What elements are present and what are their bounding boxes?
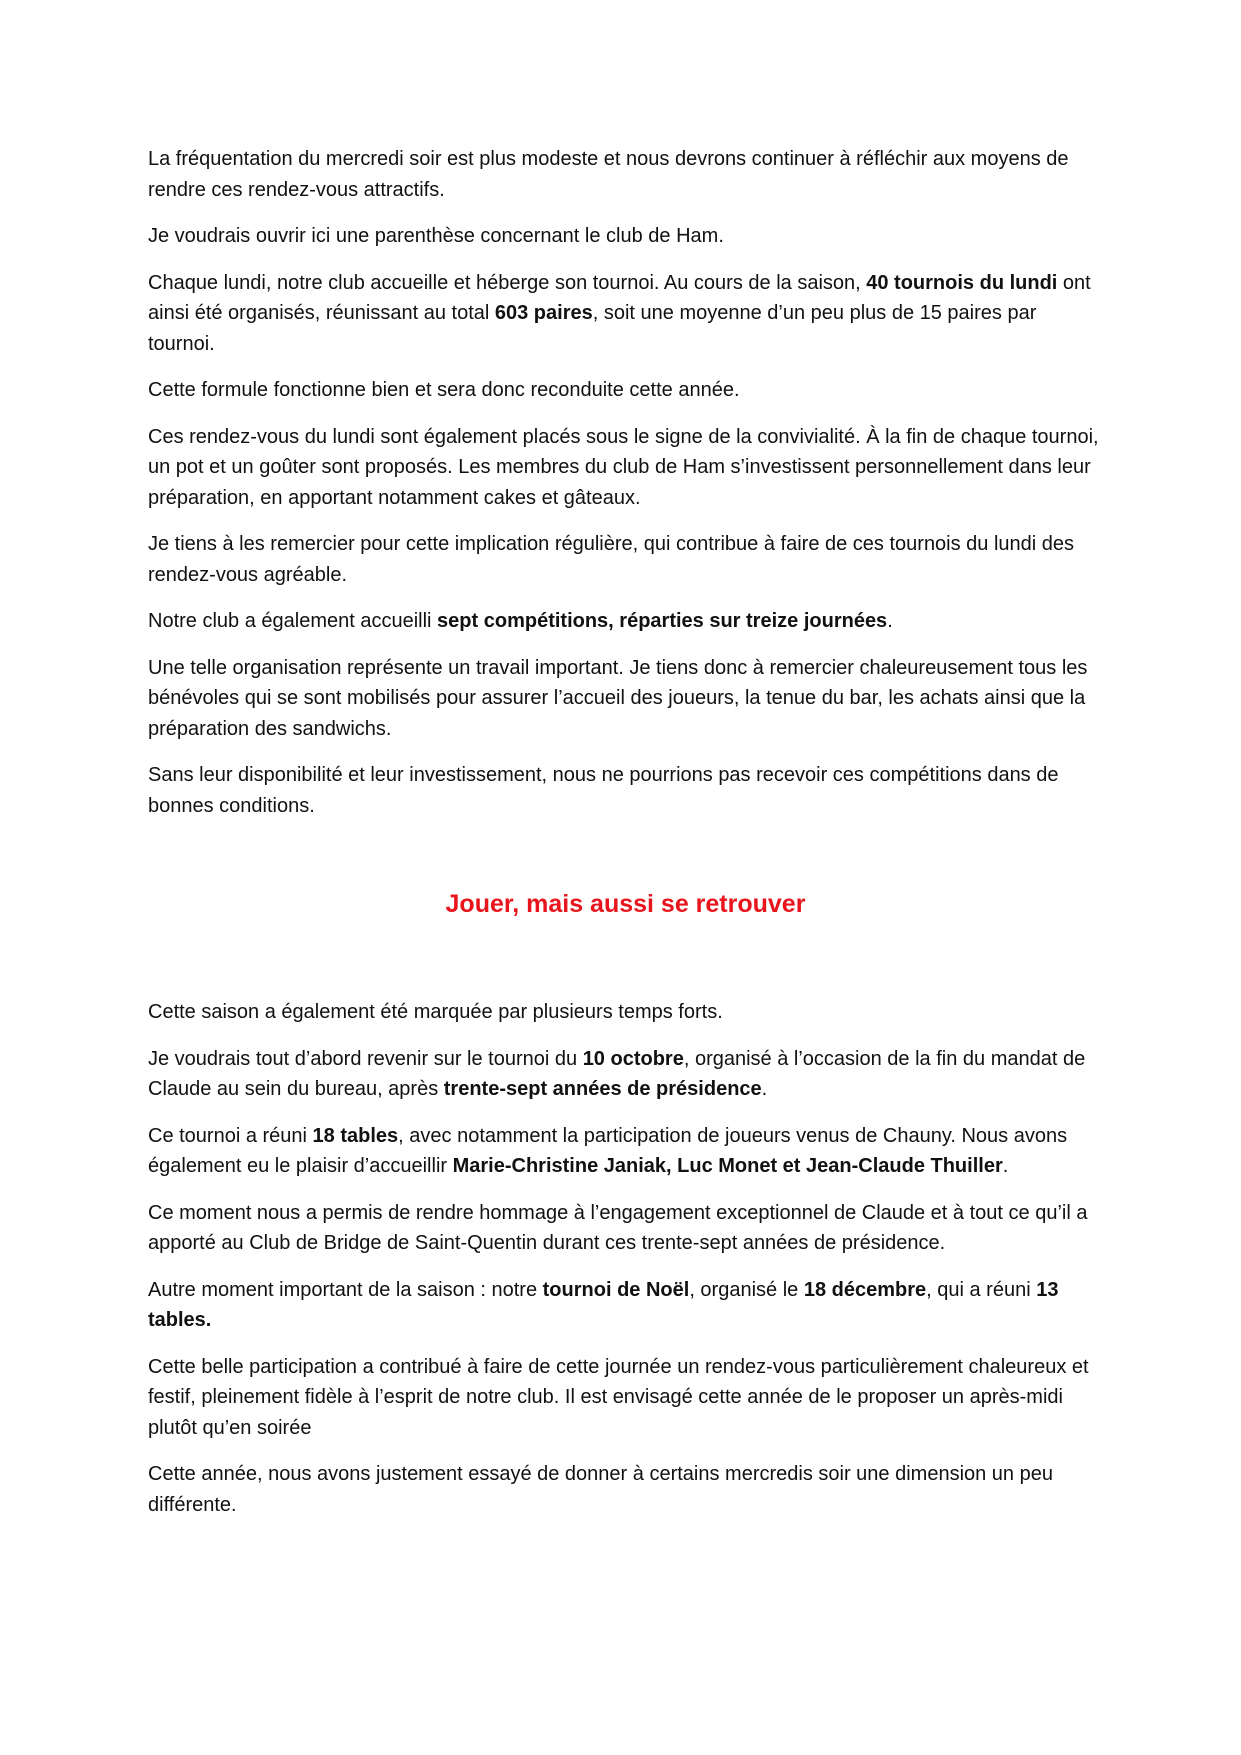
- bold-text: tournoi de Noël: [542, 1278, 690, 1301]
- document-body-upper: [148, 144, 1103, 837]
- paragraph: La fréquentation du mercredi soir est plus modeste et nous devrons continuer à réfléchir aux moyens de rendre ces rendez-vous attractifs.: [148, 148, 1069, 201]
- paragraph: [148, 268, 1103, 360]
- paragraph: Cette saison a également été marquée par plusieurs temps forts.: [148, 1001, 723, 1023]
- paragraph: Cette année, nous avons justement essayé de donner à certains mercredis soir une dimension un peu différente.: [148, 1463, 1053, 1516]
- bold-text: 18 tables: [312, 1124, 399, 1147]
- bold-text: 13 tables.: [148, 1278, 1059, 1331]
- text-run: , organisé le: [689, 1278, 804, 1301]
- bold-text: 40 tournois du lundi: [866, 271, 1058, 294]
- paragraph: Je tiens à les remercier pour cette implication régulière, qui contribue à faire de ces tournois du lundi des rendez-vous agréable.: [148, 533, 1075, 586]
- paragraph: [148, 1121, 1103, 1182]
- bold-text: 10 octobre: [582, 1047, 684, 1070]
- paragraph: [148, 1275, 1103, 1336]
- bold-text: 18 décembre: [803, 1278, 927, 1301]
- bold-text: 603 paires: [494, 302, 593, 324]
- text-run: , organisé à l’occasion de la fin du mandat de Claude au sein du bureau, après: [148, 1047, 1086, 1100]
- text-run: Chaque lundi, notre club accueille et héberge son tournoi. Au cours de la saison,: [148, 271, 867, 294]
- paragraph: Une telle organisation représente un travail important. Je tiens donc à remercier chaleureusement tous les bénévoles qui se sont mobilisés pour assurer l’accueil des joueurs, la tenue du bar, les achats ainsi que la préparation des sandwichs.: [148, 656, 1088, 740]
- section-heading: Jouer, mais aussi se retrouver: [445, 890, 806, 918]
- text-run: ont ainsi été organisés, réunissant au total: [148, 271, 1091, 324]
- paragraph: Sans leur disponibilité et leur investissement, nous ne pourrions pas recevoir ces compétitions dans de bonnes conditions.: [148, 764, 1059, 817]
- paragraph: Je voudrais ouvrir ici une parenthèse concernant le club de Ham.: [148, 225, 724, 247]
- text-run: .: [1002, 1155, 1009, 1177]
- paragraph: [148, 1044, 1103, 1105]
- text-run: , qui a réuni: [926, 1278, 1037, 1301]
- bold-text: Marie-Christine Janiak, Luc Monet et Jean-Claude Thuiller: [452, 1155, 1003, 1177]
- text-run: .: [761, 1078, 768, 1100]
- text-run: Je voudrais tout d’abord revenir sur le tournoi du: [148, 1047, 583, 1070]
- text-run: , avec notamment la participation de joueurs venus de Chauny. Nous avons également eu le plaisir d’accueillir: [148, 1124, 1068, 1177]
- text-run: , soit une moyenne d’un peu plus de 15 paires par tournoi.: [148, 302, 1037, 355]
- text-run: Autre moment important de la saison : notre: [148, 1278, 543, 1301]
- document-body-lower: [148, 997, 1103, 1536]
- bold-text: trente-sept années de présidence: [443, 1078, 762, 1100]
- text-run: Notre club a également accueilli: [148, 610, 438, 632]
- paragraph: Cette formule fonctionne bien et sera donc reconduite cette année.: [148, 379, 740, 401]
- paragraph: Ces rendez-vous du lundi sont également placés sous le signe de la convivialité. À la fin de chaque tournoi, un pot et un goûter sont proposés. Les membres du club de Ham s’investissent personnellement dans leur préparation, en apportant notamment cakes et gâteaux.: [148, 425, 1099, 509]
- text-run: .: [887, 610, 893, 632]
- paragraph: Cette belle participation a contribué à faire de cette journée un rendez-vous particulièrement chaleureux et festif, pleinement fidèle à l’esprit de notre club. Il est envisagé cette année de le proposer un après-midi plutôt qu’en soirée: [148, 1355, 1089, 1439]
- bold-text: sept compétitions, réparties sur treize journées: [437, 610, 888, 632]
- paragraph: [148, 606, 1103, 637]
- paragraph: Ce moment nous a permis de rendre hommage à l’engagement exceptionnel de Claude et à tout ce qu’il a apporté au Club de Bridge de Saint-Quentin durant ces trente-sept années de présidence.: [148, 1201, 1088, 1254]
- text-run: Ce tournoi a réuni: [148, 1124, 313, 1147]
